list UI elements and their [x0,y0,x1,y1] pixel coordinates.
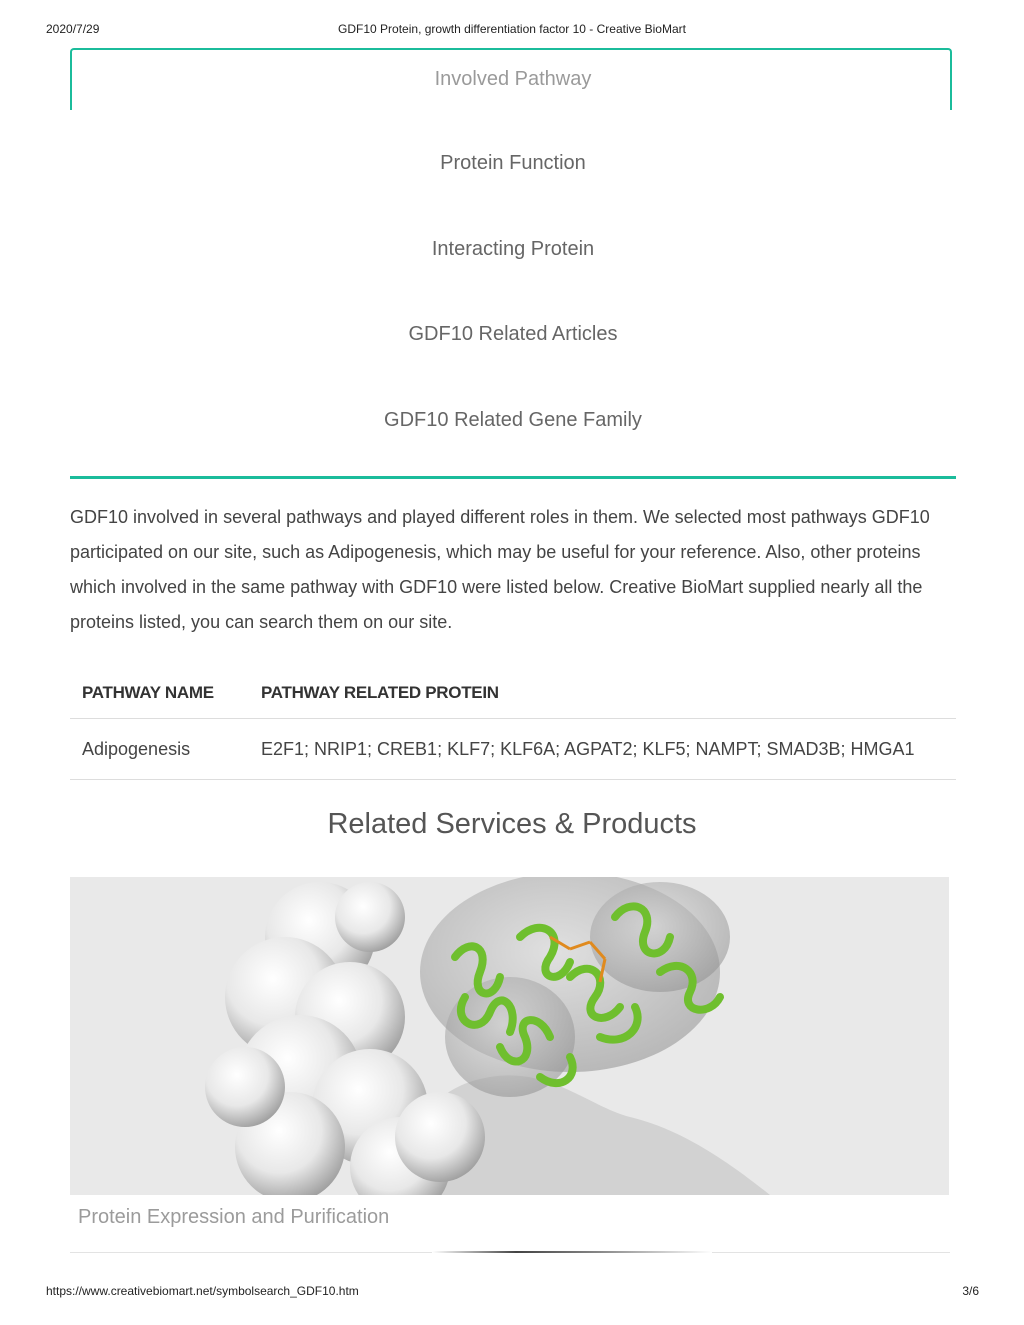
protein-render-illustration [70,877,949,1195]
print-page-title: GDF10 Protein, growth differentiation factor 10 - Creative BioMart [338,22,686,36]
print-header [0,22,1024,42]
column-header-pathway-name: PATHWAY NAME [70,668,249,719]
tab-protein-function[interactable]: Protein Function [440,152,586,174]
print-page-number: 3/6 [962,1284,979,1298]
related-section-title: Related Services & Products [327,808,697,840]
next-card-image-edge [432,1251,712,1253]
pathway-name-cell[interactable]: Adipogenesis [70,719,249,780]
pathway-intro-text: GDF10 involved in several pathways and played different roles in them. We selected most pathways GDF10 participated on our site, such as Adipogenesis, which may be useful for your reference. Also, other proteins which involved in the same pathway with GDF10 were listed below. Creative BioMart supplied nearly all the proteins listed, you can search them on our site. [70,507,930,632]
print-date: 2020/7/29 [46,22,100,36]
pathway-proteins-cell[interactable]: E2F1; NRIP1; CREB1; KLF7; KLF6A; AGPAT2; KLF5; NAMPT; SMAD3B; HMGA1 [249,719,956,780]
tab-involved-pathway[interactable] [70,48,952,110]
tab-label: Involved Pathway [434,68,592,90]
print-footer [0,1284,1024,1304]
card-caption-protein-expression[interactable]: Protein Expression and Purification [78,1206,390,1228]
table-header-row [70,668,956,719]
column-header-pathway-related-protein: PATHWAY RELATED PROTEIN [249,668,956,719]
pathway-table [70,668,956,780]
tab-related-articles[interactable]: GDF10 Related Articles [408,323,618,345]
protein-structure-image[interactable] [70,877,949,1195]
print-url: https://www.creativebiomart.net/symbolsearch_GDF10.htm [46,1284,359,1298]
tab-interacting-protein[interactable]: Interacting Protein [431,238,595,260]
tab-related-gene-family[interactable]: GDF10 Related Gene Family [384,409,642,431]
tabs-divider [70,476,956,479]
table-row [70,719,956,780]
